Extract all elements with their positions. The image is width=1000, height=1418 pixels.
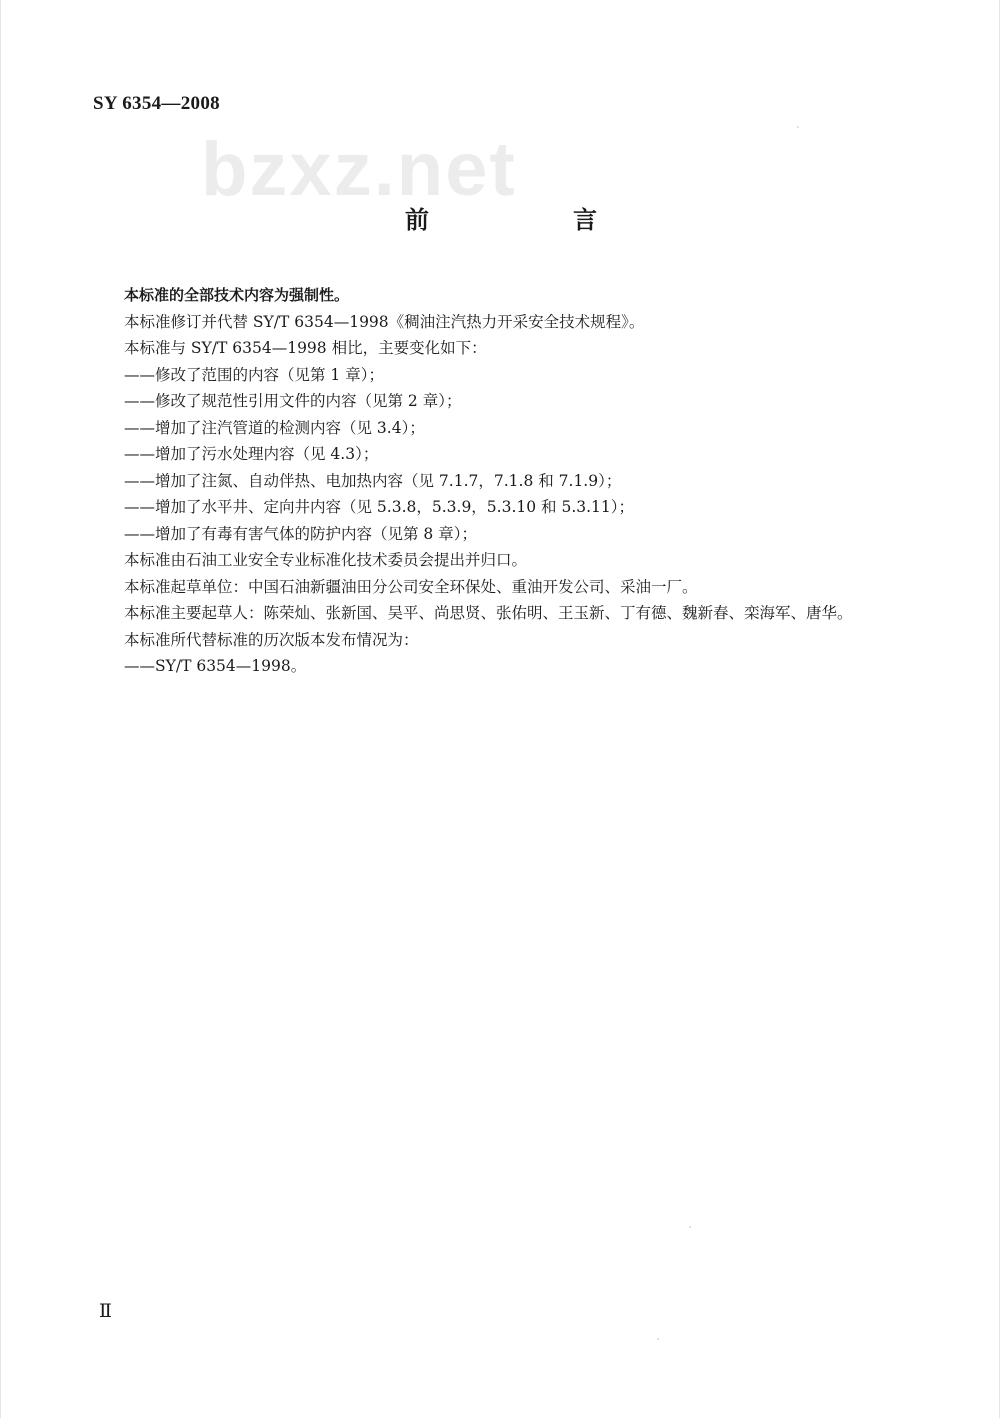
list-item: ——增加了有毒有害气体的防护内容（见第 8 章）； — [124, 524, 477, 543]
page-title: 前 言 — [405, 206, 657, 234]
history-intro: 本标准所代替标准的历次版本发布情况为： — [124, 630, 419, 649]
document-body — [93, 282, 883, 680]
list-item: ——增加了注氮、自动伴热、电加热内容（见 7.1.7，7.1.8 和 7.1.9）； — [124, 471, 622, 490]
drafting-units: 本标准起草单位：中国石油新疆油田分公司安全环保处、重油开发公司、采油一厂。 — [124, 577, 698, 596]
history-list — [93, 653, 883, 680]
list-item: ——SY/T 6354—1998。 — [124, 657, 307, 675]
document-code: SY 6354—2008 — [93, 93, 220, 114]
list-item: ——增加了水平井、定向井内容（见 5.3.8，5.3.9，5.3.10 和 5.3.11）； — [124, 498, 635, 516]
scan-speck — [657, 1338, 659, 1340]
changes-list — [93, 362, 883, 548]
drafters: 本标准主要起草人：陈荣灿、张新国、吴平、尚思贤、张佑明、王玉新、丁有德、魏新春、栾海军、唐华。 — [124, 604, 853, 622]
changes-intro: 本标准与 SY/T 6354—1998 相比，主要变化如下： — [124, 339, 487, 357]
list-item: ——修改了规范性引用文件的内容（见第 2 章）； — [124, 392, 462, 410]
page-number: Ⅱ — [99, 1301, 112, 1322]
watermark-text: bzxz.net — [201, 127, 517, 212]
replacement-statement: 本标准修订并代替 SY/T 6354—1998《稠油注汽热力开采安全技术规程》。 — [124, 312, 645, 331]
scan-speck — [797, 126, 799, 128]
list-item: ——增加了注汽管道的检测内容（见 3.4）； — [124, 418, 425, 437]
list-item: ——增加了污水处理内容（见 4.3）； — [124, 445, 379, 463]
proposer-statement: 本标准由石油工业安全专业标准化技术委员会提出并归口。 — [124, 551, 528, 569]
mandatory-statement: 本标准的全部技术内容为强制性。 — [124, 286, 350, 304]
scan-speck — [689, 1226, 691, 1228]
list-item: ——修改了范围的内容（见第 1 章）； — [124, 365, 384, 384]
